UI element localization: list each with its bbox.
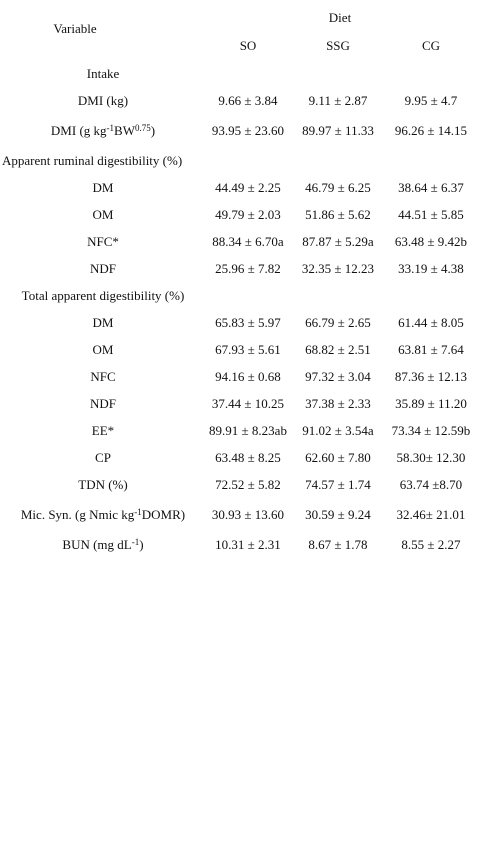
variable-label: OM [92, 206, 114, 222]
ssg-value: 66.79 ± 2.65 [305, 314, 371, 330]
so-value: 9.66 ± 3.84 [218, 92, 278, 108]
so-value: 10.31 ± 2.31 [215, 536, 281, 552]
variable-label: NFC [90, 368, 116, 384]
variable-label: OM [92, 341, 114, 357]
ssg-value: 74.57 ± 1.74 [305, 476, 371, 492]
ssg-value: 51.86 ± 5.62 [305, 206, 371, 222]
ssg-value: 97.32 ± 3.04 [305, 368, 371, 384]
so-value: 93.95 ± 23.60 [211, 122, 285, 138]
table-row [0, 255, 483, 282]
variable-label: DM [92, 179, 114, 195]
variable-label: NDF [89, 395, 116, 411]
table-row [0, 87, 483, 114]
cg-value: 8.55 ± 2.27 [401, 536, 461, 552]
section-row [0, 282, 483, 309]
table-row [0, 498, 483, 531]
table-row [0, 114, 483, 147]
so-value: 25.96 ± 7.82 [215, 260, 281, 276]
ssg-value: 91.02 ± 3.54a [302, 422, 374, 438]
table-row [0, 336, 483, 363]
cg-value: 63.81 ± 7.64 [398, 341, 464, 357]
section-row [0, 60, 483, 87]
so-value: 94.16 ± 0.68 [215, 368, 281, 384]
so-value: 72.52 ± 5.82 [215, 476, 281, 492]
ssg-value: 89.97 ± 11.33 [302, 122, 374, 138]
so-value: 65.83 ± 5.97 [215, 314, 281, 330]
cg-value: 33.19 ± 4.38 [398, 260, 464, 276]
cg-value: 9.95 ± 4.7 [404, 92, 458, 108]
cg-value: 61.44 ± 8.05 [398, 314, 464, 330]
table-row [0, 228, 483, 255]
variable-label: TDN (%) [78, 476, 128, 492]
variable-label: NDF [89, 260, 116, 276]
variable-label: Mic. Syn. (g Nmic kg $^{-1}$ DOMR) [20, 506, 186, 522]
cg-column-header: CG [421, 38, 441, 53]
table-row [0, 531, 483, 558]
variable-label: DMI (g kg $^{-1}$ BW $^{0.75}$ ) [50, 122, 156, 138]
ssg-value: 68.82 ± 2.51 [305, 341, 371, 357]
diet-column-group-header: Diet [328, 10, 352, 25]
cg-value: 63.48 ± 9.42b [394, 233, 468, 249]
cg-value: 44.51 ± 5.85 [398, 206, 464, 222]
table-row [0, 471, 483, 498]
ssg-value: 9.11 ± 2.87 [308, 92, 368, 108]
variable-label: DM [92, 314, 114, 330]
cg-value: 58.30± 12.30 [396, 449, 466, 465]
table-body [0, 60, 483, 558]
section-label: Apparent ruminal digestibility (%) [2, 152, 183, 168]
table-row [0, 444, 483, 471]
so-value: 89.91 ± 8.23ab [209, 422, 287, 438]
variable-column-header: Variable [53, 21, 97, 36]
table-row [0, 201, 483, 228]
variable-label: EE* [91, 422, 115, 438]
ssg-value: 87.87 ± 5.29a [302, 233, 374, 249]
section-row [0, 147, 483, 174]
table-row [0, 390, 483, 417]
so-value: 30.93 ± 13.60 [211, 506, 285, 522]
cg-value: 63.74 ±8.70 [399, 476, 463, 492]
so-value: 37.44 ± 10.25 [211, 395, 285, 411]
variable-label: NFC* [87, 233, 119, 249]
so-value: 49.79 ± 2.03 [215, 206, 281, 222]
so-column-header: SO [239, 38, 257, 53]
cg-value: 96.26 ± 14.15 [394, 122, 468, 138]
ssg-value: 8.67 ± 1.78 [308, 536, 368, 552]
cg-value: 73.34 ± 12.59b [391, 422, 471, 438]
table-row [0, 309, 483, 336]
section-label: Total apparent digestibility (%) [21, 287, 185, 303]
so-value: 63.48 ± 8.25 [215, 449, 281, 465]
cg-value: 87.36 ± 12.13 [394, 368, 468, 384]
ssg-value: 62.60 ± 7.80 [305, 449, 371, 465]
cg-value: 38.64 ± 6.37 [398, 179, 464, 195]
table-header [0, 0, 483, 60]
cg-value: 32.46± 21.01 [396, 506, 466, 522]
ssg-column-header: SSG [326, 38, 350, 53]
variable-label: CP [95, 449, 111, 465]
variable-label: BUN (mg dL $^{-1}$ ) [62, 536, 144, 552]
section-label: Intake [86, 65, 120, 81]
ssg-value: 30.59 ± 9.24 [305, 506, 371, 522]
ssg-value: 46.79 ± 6.25 [305, 179, 371, 195]
table-row [0, 363, 483, 390]
so-value: 88.34 ± 6.70a [212, 233, 284, 249]
table-row [0, 174, 483, 201]
ssg-value: 37.38 ± 2.33 [305, 395, 371, 411]
table-row [0, 417, 483, 444]
so-value: 67.93 ± 5.61 [215, 341, 281, 357]
cg-value: 35.89 ± 11.20 [395, 395, 467, 411]
so-value: 44.49 ± 2.25 [215, 179, 281, 195]
variable-label: DMI (kg) [77, 92, 129, 108]
ssg-value: 32.35 ± 12.23 [301, 260, 375, 276]
